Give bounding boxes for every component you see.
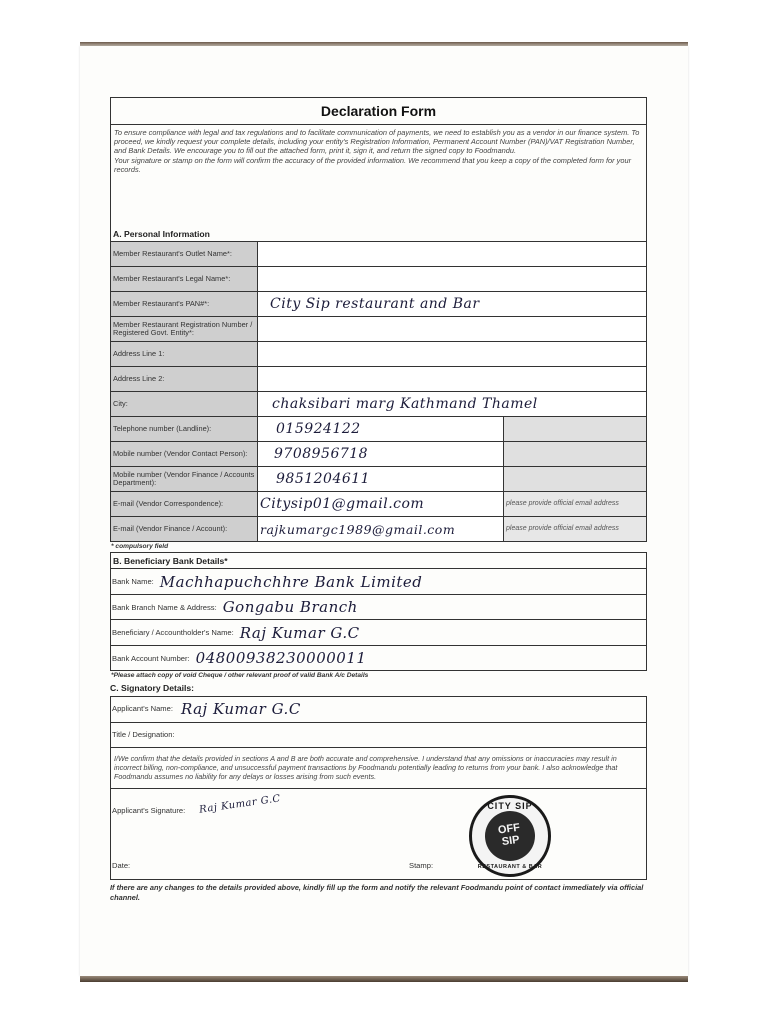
section-b-box	[110, 552, 647, 671]
intro-paragraph-1: To ensure compliance with legal and tax regulations and to facilitate communication of payments, we need to establish you as a vendor in our finance system. To proceed, we kindly request your complete details, including your entity's Registration Information, Permanent Account Number (PAN)/VAT Registration Number, and Bank Details. We encourage you to fill out the attached form, print it, sign it, and return the signed copy to Foodmandu.	[114, 127, 640, 156]
account-number-row[interactable]	[111, 646, 646, 671]
mobile-contact-field[interactable]	[258, 442, 504, 467]
stamp-text-center-2: SIP	[501, 833, 521, 848]
table-row	[111, 392, 647, 417]
personal-info-table	[110, 241, 647, 417]
table-row	[111, 517, 647, 542]
field-label: Applicant's Name:	[112, 704, 173, 714]
form-title: Declaration Form	[111, 98, 646, 125]
field-label: Member Restaurant Registration Number / Registered Govt. Entity*:	[111, 317, 258, 342]
field-label: Bank Branch Name & Address:	[112, 602, 217, 612]
bank-name-row[interactable]	[111, 569, 646, 595]
scan-edge-bottom	[80, 976, 688, 982]
email-correspondence-field[interactable]	[258, 492, 504, 517]
table-row	[111, 292, 647, 317]
field-note	[504, 442, 647, 467]
signature-label: Applicant's Signature:	[112, 805, 186, 815]
signature-area	[111, 789, 646, 879]
stamp-text-bottom: RESTAURANT & BAR	[477, 864, 543, 871]
handwritten-value: 9708956718	[274, 445, 369, 462]
form-intro	[111, 125, 646, 226]
outlet-name-field[interactable]	[258, 242, 647, 267]
handwritten-value: Machhapuchchhre Bank Limited	[159, 572, 423, 591]
field-label: Bank Name:	[112, 577, 154, 587]
bank-branch-row[interactable]	[111, 595, 646, 621]
confirmation-text: I/We confirm that the details provided in sections A and B are both accurate and comprehensive. I understand that any omissions or inaccuracies may result in incorrect billing, non-compliance, and unsuccessful payment transactions by Foodmandu potentially leading to returns from your bank. I also acknowledge that Foodmandu assumes no liability for any delays or losses arising from such events.	[111, 748, 646, 789]
table-row	[111, 342, 647, 367]
stamp-center	[482, 807, 538, 863]
handwritten-value: rajkumargc1989@gmail.com	[260, 521, 456, 537]
handwritten-value: Gongabu Branch	[222, 598, 358, 617]
signature-handwriting[interactable]: Raj Kumar G.C	[198, 792, 282, 816]
field-label: Telephone number (Landline):	[111, 417, 258, 442]
city-field[interactable]	[258, 392, 647, 417]
handwritten-value: 015924122	[276, 420, 361, 437]
table-row	[111, 442, 647, 467]
handwritten-value: 9851204611	[276, 470, 371, 487]
field-note	[504, 467, 647, 492]
stamp-text-center-1: OFF	[497, 821, 521, 837]
restaurant-stamp	[469, 795, 551, 877]
field-label: Member Restaurant's Outlet Name*:	[111, 242, 258, 267]
field-note: please provide official email address	[504, 517, 647, 542]
field-label: Title / Designation:	[112, 729, 175, 739]
field-note	[504, 417, 647, 442]
registration-number-field[interactable]	[258, 317, 647, 342]
handwritten-value: City Sip restaurant and Bar	[270, 295, 480, 312]
bank-footnote: *Please attach copy of void Cheque / other relevant proof of valid Bank A/c Details	[111, 672, 369, 680]
section-a-heading: A. Personal Information	[110, 226, 647, 241]
field-label: Address Line 2:	[111, 367, 258, 392]
field-label: Address Line 1:	[111, 342, 258, 367]
address-line-1-field[interactable]	[258, 342, 647, 367]
legal-name-field[interactable]	[258, 267, 647, 292]
table-row	[111, 367, 647, 392]
section-c-box	[110, 696, 647, 880]
field-label: Mobile number (Vendor Finance / Accounts Department):	[111, 467, 258, 492]
telephone-field[interactable]	[258, 417, 504, 442]
table-row	[111, 317, 647, 342]
date-label: Date:	[112, 860, 131, 870]
form-header	[110, 97, 647, 226]
beneficiary-name-row[interactable]	[111, 620, 646, 646]
title-designation-row[interactable]	[111, 723, 646, 748]
field-label: E-mail (Vendor Correspondence):	[111, 492, 258, 517]
stamp-label: Stamp:	[409, 860, 434, 870]
mobile-finance-field[interactable]	[258, 467, 504, 492]
address-line-2-field[interactable]	[258, 367, 647, 392]
field-label: Member Restaurant's Legal Name*:	[111, 267, 258, 292]
contact-info-table	[110, 416, 647, 542]
table-row	[111, 267, 647, 292]
final-note: If there are any changes to the details provided above, kindly fill up the form and notify the relevant Foodmandu point of contact immediately via official channel.	[110, 882, 644, 902]
pan-field[interactable]	[258, 292, 647, 317]
table-row	[111, 492, 647, 517]
compulsory-footnote: * compulsory field	[111, 543, 169, 551]
email-finance-field[interactable]	[258, 517, 504, 542]
handwritten-value: Raj Kumar G.C	[180, 700, 301, 719]
handwritten-value: 04800938230000011	[195, 649, 367, 668]
handwritten-value: chaksibari marg Kathmand Thamel	[272, 395, 538, 412]
intro-paragraph-2: Your signature or stamp on the form will confirm the accuracy of the provided information. We recommend that you keep a copy of the completed form for your records.	[114, 155, 632, 174]
handwritten-value: Raj Kumar G.C	[239, 623, 360, 642]
section-c-heading: C. Signatory Details:	[110, 683, 195, 694]
stamp-text-top: CITY SIP	[487, 800, 533, 811]
field-note: please provide official email address	[504, 492, 647, 517]
table-row	[111, 467, 647, 492]
field-label: Member Restaurant's PAN#*:	[111, 292, 258, 317]
table-row	[111, 417, 647, 442]
handwritten-value: Citysip01@gmail.com	[260, 495, 425, 512]
field-label: Bank Account Number:	[112, 653, 190, 663]
field-label: City:	[111, 392, 258, 417]
declaration-form	[110, 97, 647, 903]
field-label: Beneficiary / Accountholder's Name:	[112, 628, 234, 638]
table-row	[111, 242, 647, 267]
applicant-name-row[interactable]	[111, 697, 646, 723]
field-label: Mobile number (Vendor Contact Person):	[111, 442, 258, 467]
section-b-heading: B. Beneficiary Bank Details*	[111, 553, 646, 569]
field-label: E-mail (Vendor Finance / Account):	[111, 517, 258, 542]
